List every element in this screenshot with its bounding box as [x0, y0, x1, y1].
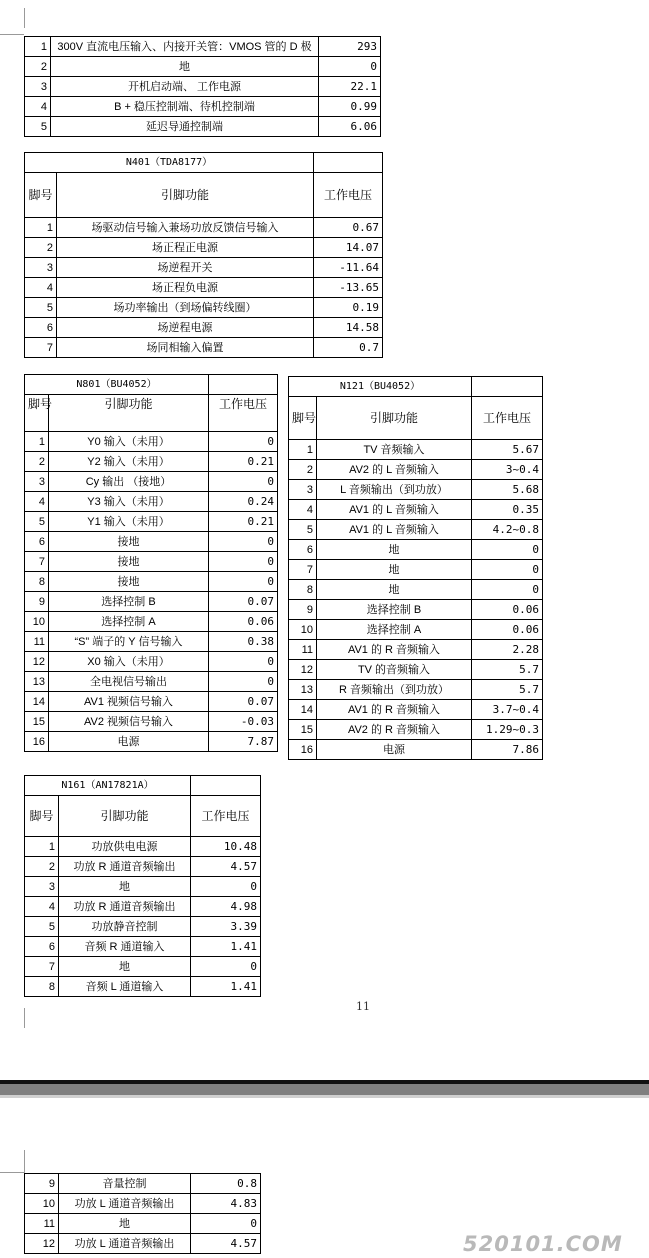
function-cell: TV 音频输入 [317, 440, 472, 460]
function-cell: 延迟导通控制端 [51, 117, 319, 137]
voltage-cell: 4.2~0.8 [472, 520, 543, 540]
pin-cell: 2 [25, 238, 57, 258]
pin-cell: 5 [25, 117, 51, 137]
voltage-cell: 0.19 [314, 298, 383, 318]
pin-cell: 9 [25, 1174, 59, 1194]
pin-cell: 13 [289, 680, 317, 700]
crop-mark [24, 1150, 25, 1174]
pin-cell: 7 [25, 957, 59, 977]
voltage-cell: 0 [472, 560, 543, 580]
function-cell: 场同相输入偏置 [57, 338, 314, 358]
table-row [25, 937, 261, 957]
voltage-cell: 0 [319, 57, 381, 77]
pin-table-n161-continued [24, 1173, 261, 1254]
table-row [25, 917, 261, 937]
table-row [289, 500, 543, 520]
pin-cell: 6 [289, 540, 317, 560]
header-voltage: 工作电压 [191, 796, 261, 837]
voltage-cell: 5.7 [472, 660, 543, 680]
table-row [289, 460, 543, 480]
table-row [289, 640, 543, 660]
table-row [25, 877, 261, 897]
table-row [25, 957, 261, 977]
pin-cell: 5 [25, 512, 49, 532]
function-cell: 全电视信号输出 [49, 672, 209, 692]
blank-cell [209, 375, 278, 395]
header-pin: 脚号 [25, 796, 59, 837]
pin-cell: 4 [25, 897, 59, 917]
header-function: 引脚功能 [317, 397, 472, 440]
table-row [25, 572, 278, 592]
table-row [25, 338, 383, 358]
pin-cell: 1 [25, 218, 57, 238]
table-row [25, 552, 278, 572]
table-row [289, 700, 543, 720]
voltage-cell: 0 [209, 572, 278, 592]
pin-cell: 6 [25, 318, 57, 338]
function-cell: 功放 L 通道音频输出 [59, 1234, 191, 1254]
voltage-cell: 10.48 [191, 837, 261, 857]
function-cell: 地 [317, 540, 472, 560]
table-row [25, 1194, 261, 1214]
table-row [289, 620, 543, 640]
voltage-cell: 293 [319, 37, 381, 57]
header-function: 引脚功能 [57, 173, 314, 218]
table-row [289, 720, 543, 740]
pin-cell: 10 [25, 1194, 59, 1214]
table-row [25, 77, 381, 97]
pin-table-n121 [288, 376, 543, 760]
voltage-cell: 0.35 [472, 500, 543, 520]
pin-cell: 5 [25, 917, 59, 937]
function-cell: AV2 视频信号输入 [49, 712, 209, 732]
table-row [25, 117, 381, 137]
function-cell: X0 输入（未用） [49, 652, 209, 672]
table-row [289, 680, 543, 700]
voltage-cell: 3.7~0.4 [472, 700, 543, 720]
voltage-cell: -13.65 [314, 278, 383, 298]
function-cell: 音频 R 通道输入 [59, 937, 191, 957]
voltage-cell: 0.21 [209, 452, 278, 472]
table-row [289, 660, 543, 680]
function-cell: 地 [317, 580, 472, 600]
voltage-cell: 0.99 [319, 97, 381, 117]
table-row [25, 632, 278, 652]
pin-table-n401 [24, 152, 383, 358]
voltage-cell: 0 [209, 472, 278, 492]
function-cell: 音频 L 通道输入 [59, 977, 191, 997]
function-cell: 功放 L 通道音频输出 [59, 1194, 191, 1214]
pin-cell: 3 [289, 480, 317, 500]
voltage-cell: 1.41 [191, 977, 261, 997]
crop-mark [24, 8, 25, 28]
pin-cell: 16 [289, 740, 317, 760]
pin-cell: 5 [289, 520, 317, 540]
voltage-cell: 5.68 [472, 480, 543, 500]
pin-cell: 7 [25, 552, 49, 572]
table-row [25, 1174, 261, 1194]
header-pin: 脚号 [289, 397, 317, 440]
crop-mark [24, 1008, 25, 1028]
function-cell: AV1 视频信号输入 [49, 692, 209, 712]
function-cell: TV 的音频输入 [317, 660, 472, 680]
table-row [25, 57, 381, 77]
table-row [25, 837, 261, 857]
pin-cell: 1 [289, 440, 317, 460]
voltage-cell: 1.41 [191, 937, 261, 957]
table-row [25, 672, 278, 692]
pin-table-n801 [24, 374, 278, 752]
table-row [25, 532, 278, 552]
pin-cell: 8 [25, 572, 49, 592]
voltage-cell: 5.7 [472, 680, 543, 700]
voltage-cell: 2.28 [472, 640, 543, 660]
pin-cell: 16 [25, 732, 49, 752]
function-cell: AV2 的 L 音频输入 [317, 460, 472, 480]
function-cell: 选择控制 B [49, 592, 209, 612]
function-cell: L 音频输出（到功放） [317, 480, 472, 500]
pin-cell: 11 [25, 1214, 59, 1234]
pin-cell: 1 [25, 432, 49, 452]
header-voltage: 工作电压 [472, 397, 543, 440]
table-row [25, 452, 278, 472]
function-cell: 电源 [49, 732, 209, 752]
function-cell: Y1 输入（未用） [49, 512, 209, 532]
function-cell: 接地 [49, 552, 209, 572]
voltage-cell: 5.67 [472, 440, 543, 460]
function-cell: 电源 [317, 740, 472, 760]
function-cell: 场驱动信号输入兼场功放反馈信号输入 [57, 218, 314, 238]
voltage-cell: 4.57 [191, 857, 261, 877]
pin-cell: 9 [25, 592, 49, 612]
pin-cell: 4 [25, 492, 49, 512]
pin-cell: 1 [25, 37, 51, 57]
function-cell: 300V 直流电压输入、内接开关管：VMOS 管的 D 极 [51, 37, 319, 57]
pin-cell: 4 [25, 278, 57, 298]
voltage-cell: 0.21 [209, 512, 278, 532]
page-number: 11 [356, 1000, 370, 1013]
page-break-separator [0, 1080, 649, 1098]
table-row [25, 732, 278, 752]
function-cell: AV1 的 L 音频输入 [317, 520, 472, 540]
function-cell: 接地 [49, 572, 209, 592]
voltage-cell: 4.83 [191, 1194, 261, 1214]
pin-cell: 9 [289, 600, 317, 620]
header-voltage: 工作电压 [314, 173, 383, 218]
function-cell: Y3 输入（未用） [49, 492, 209, 512]
table-row [25, 977, 261, 997]
function-cell: 功放供电电源 [59, 837, 191, 857]
voltage-cell: 0 [472, 580, 543, 600]
voltage-cell: 0 [209, 432, 278, 452]
voltage-cell: 0 [209, 532, 278, 552]
voltage-cell: 0 [191, 1214, 261, 1234]
voltage-cell: 1.29~0.3 [472, 720, 543, 740]
function-cell: 场正程负电源 [57, 278, 314, 298]
header-pin: 脚号 [25, 173, 57, 218]
header-pin: 脚号 [25, 395, 49, 432]
function-cell: AV1 的 R 音频输入 [317, 700, 472, 720]
voltage-cell: 22.1 [319, 77, 381, 97]
pin-cell: 13 [25, 672, 49, 692]
function-cell: 音量控制 [59, 1174, 191, 1194]
voltage-cell: -11.64 [314, 258, 383, 278]
voltage-cell: 14.58 [314, 318, 383, 338]
voltage-cell: 0 [191, 957, 261, 977]
table-row [25, 298, 383, 318]
pin-cell: 8 [289, 580, 317, 600]
pin-cell: 3 [25, 77, 51, 97]
table-row [25, 512, 278, 532]
function-cell: 选择控制 A [49, 612, 209, 632]
table-row [25, 692, 278, 712]
table-row [289, 600, 543, 620]
pin-table-continued [24, 36, 381, 137]
table-row [289, 540, 543, 560]
function-cell: 场逆程电源 [57, 318, 314, 338]
table-row [289, 480, 543, 500]
voltage-cell: 0.07 [209, 692, 278, 712]
pin-cell: 12 [289, 660, 317, 680]
pin-cell: 10 [289, 620, 317, 640]
function-cell: 接地 [49, 532, 209, 552]
table-row [25, 592, 278, 612]
pin-cell: 3 [25, 877, 59, 897]
pin-cell: 4 [25, 97, 51, 117]
table-row [25, 472, 278, 492]
pin-cell: 1 [25, 837, 59, 857]
voltage-cell: 4.98 [191, 897, 261, 917]
table-row [25, 1214, 261, 1234]
pin-cell: 7 [25, 338, 57, 358]
function-cell: 场逆程开关 [57, 258, 314, 278]
pin-cell: 2 [289, 460, 317, 480]
pin-cell: 3 [25, 472, 49, 492]
function-cell: 功放静音控制 [59, 917, 191, 937]
voltage-cell: 0.06 [209, 612, 278, 632]
table-row [289, 560, 543, 580]
function-cell: 选择控制 B [317, 600, 472, 620]
function-cell: AV1 的 R 音频输入 [317, 640, 472, 660]
function-cell: Cy 输出 （接地） [49, 472, 209, 492]
table-row [25, 318, 383, 338]
voltage-cell: 0 [209, 672, 278, 692]
table-row [25, 492, 278, 512]
table-title: N401（TDA8177） [25, 153, 314, 173]
header-function: 引脚功能 [59, 796, 191, 837]
table-row [25, 712, 278, 732]
pin-cell: 7 [289, 560, 317, 580]
voltage-cell: 0 [191, 877, 261, 897]
voltage-cell: 0.24 [209, 492, 278, 512]
function-cell: “S” 端子的 Y 信号输入 [49, 632, 209, 652]
header-voltage: 工作电压 [209, 395, 278, 432]
function-cell: 地 [59, 957, 191, 977]
function-cell: AV1 的 L 音频输入 [317, 500, 472, 520]
pin-cell: 3 [25, 258, 57, 278]
voltage-cell: 3.39 [191, 917, 261, 937]
pin-cell: 14 [289, 700, 317, 720]
table-row [25, 652, 278, 672]
table-row [289, 520, 543, 540]
table-row [25, 612, 278, 632]
table-row [289, 580, 543, 600]
voltage-cell: 6.06 [319, 117, 381, 137]
voltage-cell: 0 [209, 652, 278, 672]
function-cell: 地 [51, 57, 319, 77]
voltage-cell: 7.86 [472, 740, 543, 760]
table-row [25, 278, 383, 298]
table-row [289, 740, 543, 760]
pin-cell: 4 [289, 500, 317, 520]
voltage-cell: 14.07 [314, 238, 383, 258]
pin-cell: 10 [25, 612, 49, 632]
table-title: N121（BU4052） [289, 377, 472, 397]
pin-cell: 6 [25, 937, 59, 957]
table-row [25, 218, 383, 238]
voltage-cell: 4.57 [191, 1234, 261, 1254]
function-cell: AV2 的 R 音频输入 [317, 720, 472, 740]
pin-cell: 2 [25, 452, 49, 472]
voltage-cell: 3~0.4 [472, 460, 543, 480]
blank-cell [191, 776, 261, 796]
blank-cell [472, 377, 543, 397]
table-row [289, 440, 543, 460]
table-row [25, 258, 383, 278]
voltage-cell: 0 [472, 540, 543, 560]
pin-cell: 12 [25, 1234, 59, 1254]
function-cell: B + 稳压控制端、待机控制端 [51, 97, 319, 117]
function-cell: 功放 R 通道音频输出 [59, 857, 191, 877]
table-row [25, 857, 261, 877]
function-cell: 选择控制 A [317, 620, 472, 640]
voltage-cell: 0 [209, 552, 278, 572]
function-cell: 场功率输出（到场偏转线圈） [57, 298, 314, 318]
pin-cell: 12 [25, 652, 49, 672]
function-cell: R 音频输出（到功放） [317, 680, 472, 700]
voltage-cell: 0.67 [314, 218, 383, 238]
watermark-logo: 520101.COM [463, 1232, 623, 1256]
pin-cell: 15 [25, 712, 49, 732]
blank-cell [314, 153, 383, 173]
table-row [25, 432, 278, 452]
voltage-cell: 0.8 [191, 1174, 261, 1194]
voltage-cell: 0.38 [209, 632, 278, 652]
pin-cell: 8 [25, 977, 59, 997]
function-cell: 功放 R 通道音频输出 [59, 897, 191, 917]
crop-mark [0, 1172, 24, 1173]
function-cell: Y0 输入（未用） [49, 432, 209, 452]
table-title: N801（BU4052） [25, 375, 209, 395]
voltage-cell: 0.06 [472, 620, 543, 640]
crop-mark [0, 34, 24, 35]
pin-cell: 6 [25, 532, 49, 552]
table-title: N161（AN17821A） [25, 776, 191, 796]
table-row [25, 1234, 261, 1254]
table-row [25, 238, 383, 258]
function-cell: 开机启动端、 工作电源 [51, 77, 319, 97]
voltage-cell: 0.7 [314, 338, 383, 358]
function-cell: 场正程正电源 [57, 238, 314, 258]
header-function: 引脚功能 [49, 395, 209, 432]
voltage-cell: 0.06 [472, 600, 543, 620]
pin-cell: 5 [25, 298, 57, 318]
voltage-cell: -0.03 [209, 712, 278, 732]
pin-cell: 2 [25, 57, 51, 77]
pin-cell: 2 [25, 857, 59, 877]
pin-cell: 11 [289, 640, 317, 660]
pin-table-n161 [24, 775, 261, 997]
voltage-cell: 7.87 [209, 732, 278, 752]
table-row [25, 897, 261, 917]
pin-cell: 11 [25, 632, 49, 652]
function-cell: 地 [59, 877, 191, 897]
function-cell: 地 [317, 560, 472, 580]
pin-cell: 15 [289, 720, 317, 740]
function-cell: Y2 输入（未用） [49, 452, 209, 472]
table-row [25, 97, 381, 117]
pin-cell: 14 [25, 692, 49, 712]
function-cell: 地 [59, 1214, 191, 1234]
voltage-cell: 0.07 [209, 592, 278, 612]
table-row [25, 37, 381, 57]
